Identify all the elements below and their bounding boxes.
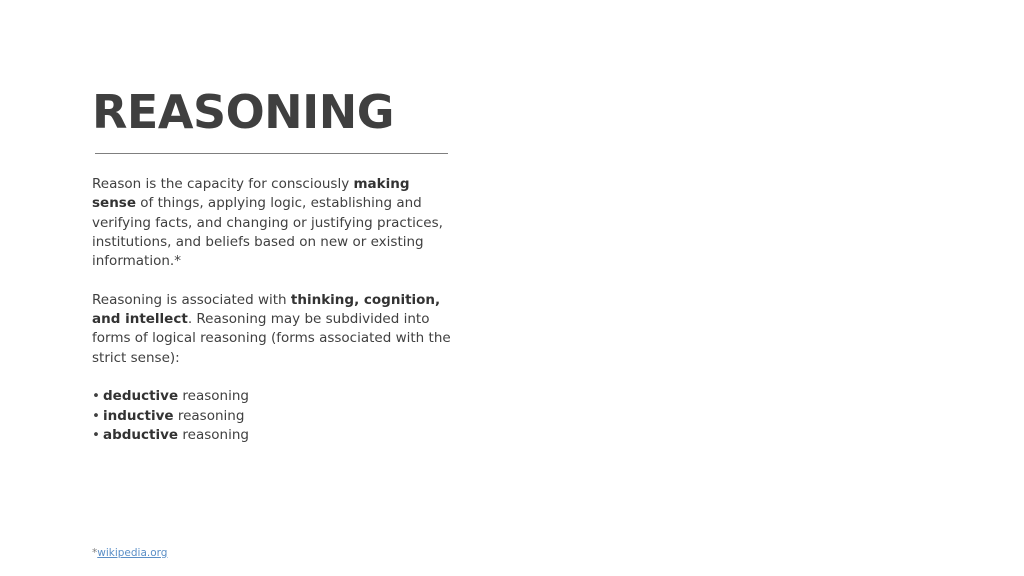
paragraph-definition <box>92 175 457 271</box>
paragraph-text: . Reasoning may be subdivided into forms of logical reasoning (forms associated with the strict sense): <box>92 311 451 366</box>
list-item-emphasis: abductive <box>103 426 179 443</box>
paragraph-association <box>92 291 457 368</box>
paragraph-text: of things, applying logic, establishing and verifying facts, and changing or justifying practices, institutions, and beliefs based on new or existing information.* <box>92 195 443 270</box>
footnote-marker: * <box>92 547 98 559</box>
source-link[interactable]: wikipedia.org <box>97 547 168 559</box>
paragraph-emphasis: making sense <box>92 176 410 212</box>
list-item-text: reasoning <box>173 407 245 424</box>
bullet-icon: • <box>92 388 100 405</box>
list-item-emphasis: inductive <box>103 407 174 424</box>
paragraph-text: Reason is the capacity for consciously <box>92 176 354 192</box>
bullet-icon: • <box>92 426 100 443</box>
bullet-icon: • <box>92 407 100 424</box>
list-item <box>92 426 457 445</box>
list-item <box>92 407 457 426</box>
slide-body <box>92 175 457 445</box>
list-item <box>92 387 457 406</box>
paragraph-emphasis: thinking, cognition, and intellect <box>92 291 441 328</box>
slide-title: REASONING <box>92 85 395 139</box>
list-item-text: reasoning <box>178 426 249 443</box>
paragraph-text: Reasoning is associated with <box>92 291 291 308</box>
list-item-text: reasoning <box>178 388 249 405</box>
list-item-emphasis: deductive <box>103 388 179 405</box>
reasoning-types-list <box>92 387 457 445</box>
footnote <box>92 547 167 559</box>
title-divider <box>95 153 448 154</box>
